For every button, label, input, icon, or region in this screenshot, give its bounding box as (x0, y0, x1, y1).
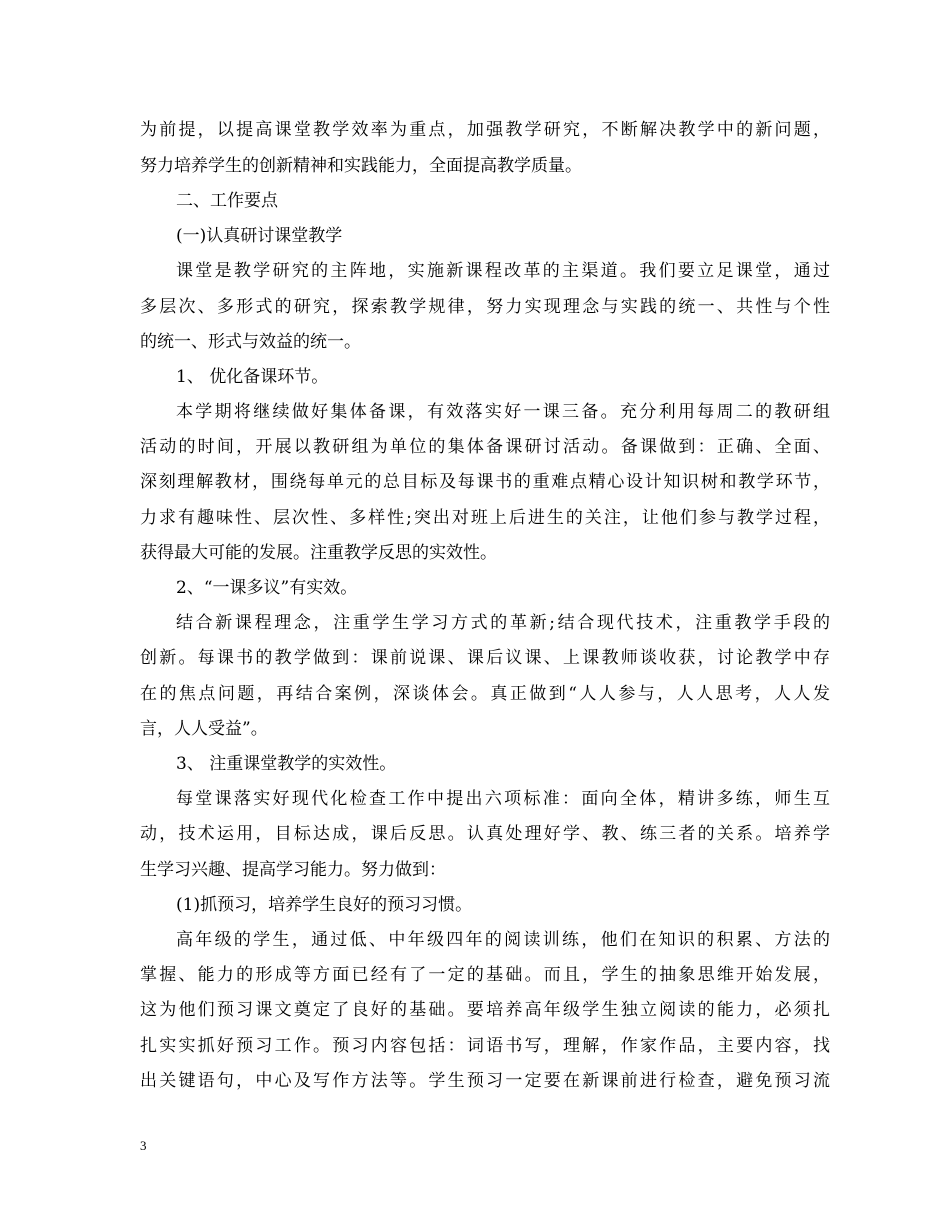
text-line: 的统一、形式与效益的统一。 (140, 332, 361, 352)
item-heading: 1、 优化备课环节。 (176, 367, 329, 387)
text-line: 言，人人受益”。 (140, 719, 268, 739)
text-line: 深刻理解教材，围绕每单元的总目标及每课书的重难点精心设计知识树和教学环节， (140, 472, 830, 492)
text-line: 每堂课落实好现代化检查工作中提出六项标准：面向全体，精讲多练，师生互 (176, 789, 830, 809)
subsection-heading: (一)认真研讨课堂教学 (176, 226, 343, 246)
text-line: 为前提，以提高课堂教学效率为重点，加强教学研究，不断解决教学中的新问题， (140, 120, 830, 140)
text-line: 创新。每课书的教学做到：课前说课、课后议课、上课教师谈收获，讨论教学中存 (140, 648, 830, 668)
text-line: 力求有趣味性、层次性、多样性;突出对班上后进生的关注，让他们参与教学过程， (140, 508, 830, 528)
text-line: 这为他们预习课文奠定了良好的基础。要培养高年级学生独立阅读的能力，必须扎 (140, 1000, 830, 1020)
text-line: 出关键语句，中心及写作方法等。学生预习一定要在新课前进行检查，避免预习流 (140, 1071, 830, 1091)
item-heading: (1)抓预习，培养学生良好的预习习惯。 (176, 895, 473, 915)
text-line: 结合新课程理念，注重学生学习方式的革新;结合现代技术，注重教学手段的 (176, 613, 830, 633)
text-line: 高年级的学生，通过低、中年级四年的阅读训练，他们在知识的积累、方法的 (176, 930, 830, 950)
text-line: 多层次、多形式的研究，探索教学规律，努力实现理念与实践的统一、共性与个性 (140, 297, 830, 317)
text-line: 生学习兴趣、提高学习能力。努力做到： (140, 860, 446, 880)
text-line: 课堂是教学研究的主阵地，实施新课程改革的主渠道。我们要立足课堂，通过 (176, 261, 830, 281)
text-line: 获得最大可能的发展。注重教学反思的实效性。 (140, 543, 497, 563)
item-heading: 2、“一课多议”有实效。 (176, 578, 358, 598)
text-line: 在的焦点问题，再结合案例，深谈体会。真正做到“人人参与，人人思考，人人发 (140, 684, 830, 704)
item-heading: 3、 注重课堂教学的实效性。 (176, 754, 397, 774)
text-line: 掌握、能力的形成等方面已经有了一定的基础。而且，学生的抽象思维开始发展， (140, 965, 830, 985)
text-line: 扎实实抓好预习工作。预习内容包括：词语书写，理解，作家作品，主要内容，找 (140, 1036, 830, 1056)
text-line: 努力培养学生的创新精神和实践能力，全面提高教学质量。 (140, 156, 582, 176)
text-line: 本学期将继续做好集体备课，有效落实好一课三备。充分利用每周二的教研组 (176, 402, 830, 422)
text-line: 动，技术运用，目标达成，课后反思。认真处理好学、教、练三者的关系。培养学 (140, 824, 830, 844)
section-heading: 二、工作要点 (176, 191, 278, 211)
page-number: 3 (140, 1138, 147, 1153)
text-line: 活动的时间，开展以教研组为单位的集体备课研讨活动。备课做到：正确、全面、 (140, 437, 830, 457)
